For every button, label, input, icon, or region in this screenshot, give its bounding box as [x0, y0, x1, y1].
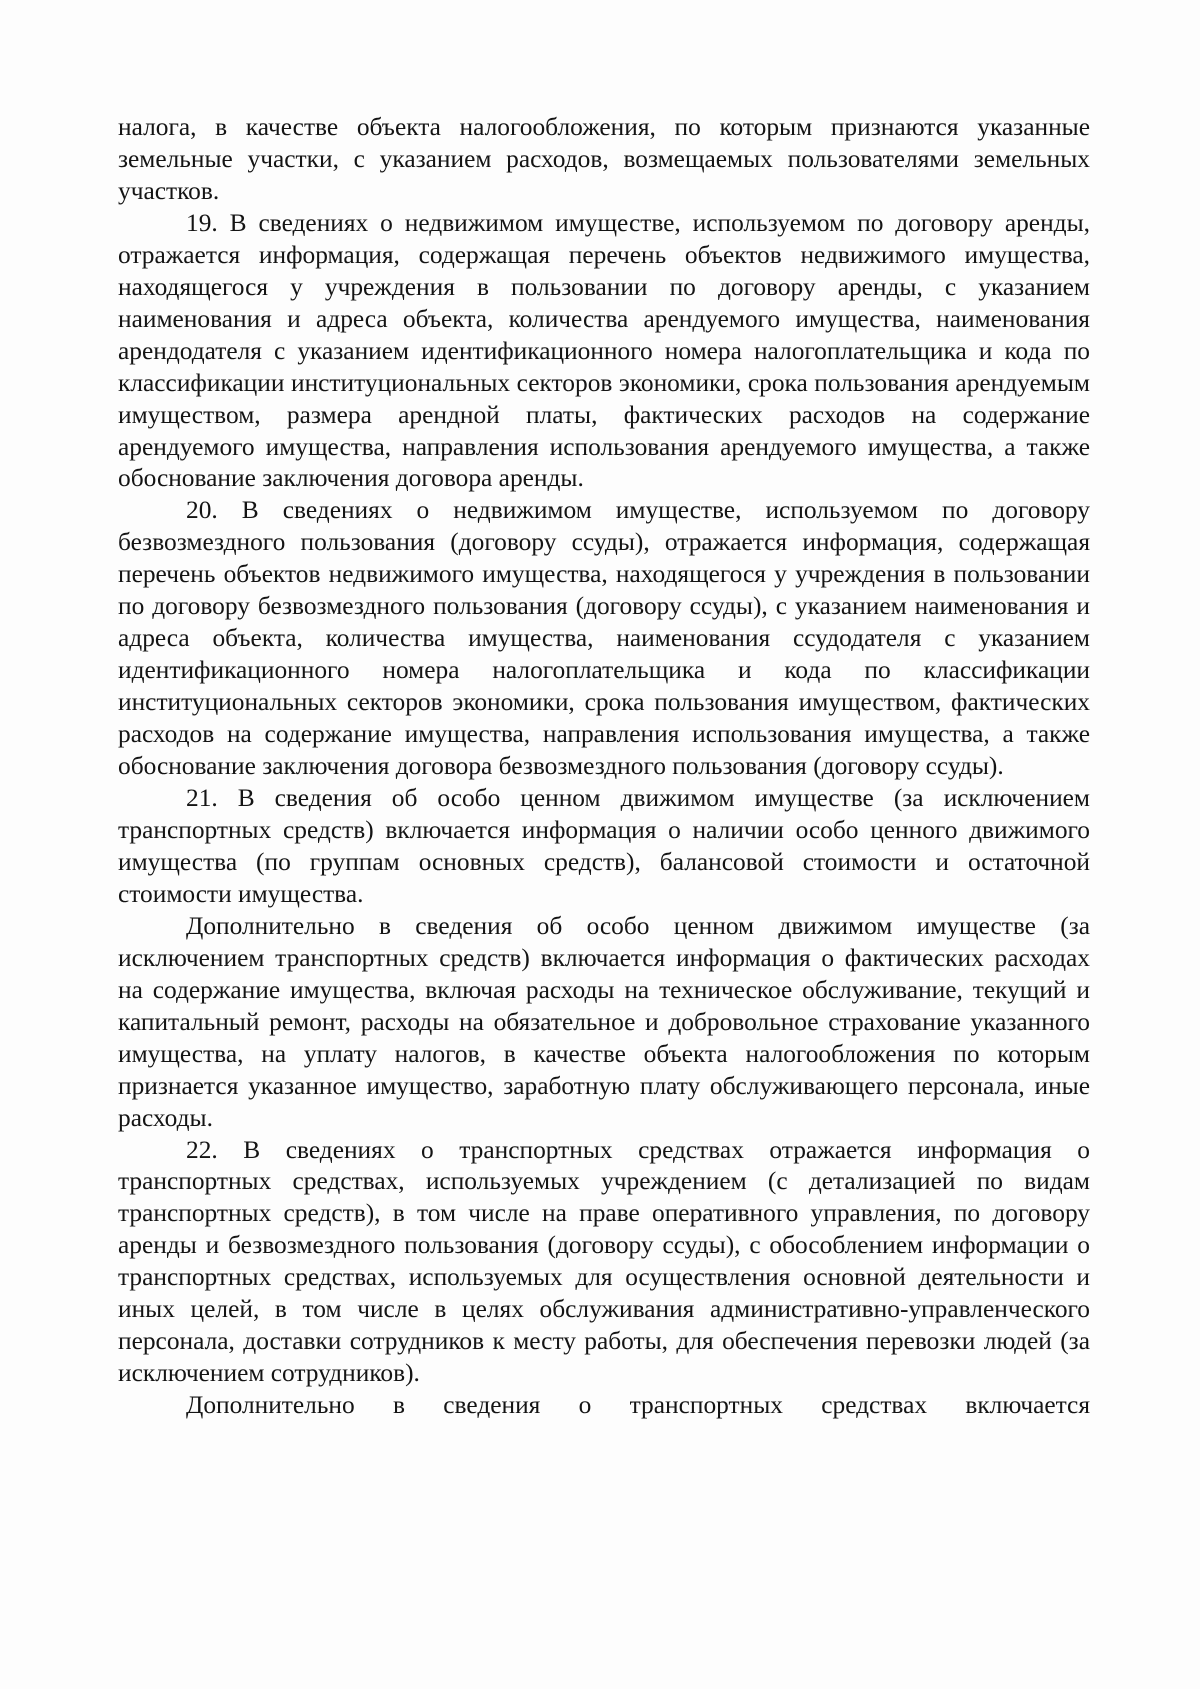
paragraph-19: 19. В сведениях о недвижимом имуществе, используемом по договору аренды, отражается информация, содержащая перечень объектов недвижимого имущества, находящегося у учреждения в пользовании по договору аренды, с указанием наименования и адреса объекта, количества арендуемого имущества, наименования арендодателя с указанием идентификационного номера налогоплательщика и кода по классификации институциональных секторов экономики, срока пользования арендуемым имуществом, размера арендной платы, фактических расходов на содержание арендуемого имущества, направления использования арендуемого имущества, а также обоснование заключения договора аренды. [118, 208, 1090, 493]
paragraph-continuation: налога, в качестве объекта налогообложения, по которым признаются указанные земельные участки, с указанием расходов, возмещаемых пользователями земельных участков. [118, 113, 1090, 205]
document-body [118, 112, 1090, 1422]
paragraph-21-additional: Дополнительно в сведения об особо ценном движимом имуществе (за исключением транспортных средств) включается информация о фактических расходах на содержание имущества, включая расходы на техническое обслуживание, текущий и капитальный ремонт, расходы на обязательное и добровольное страхование указанного имущества, на уплату налогов, в качестве объекта налогообложения по которым признается указанное имущество, заработную плату обслуживающего персонала, иные расходы. [118, 911, 1090, 1132]
paragraph-22-additional: Дополнительно в сведения о транспортных средствах включается [186, 1391, 1090, 1420]
paragraph-20: 20. В сведениях о недвижимом имуществе, используемом по договору безвозмездного пользования (договору ссуды), отражается информация, содержащая перечень объектов недвижимого имущества, находящегося у учреждения в пользовании по договору безвозмездного пользования (договору ссуды), с указанием наименования и адреса объекта, количества имущества, наименования ссудодателя с указанием идентификационного номера налогоплательщика и кода по классификации институциональных секторов экономики, срока пользования имуществом, фактических расходов на содержание имущества, направления использования имущества, а также обоснование заключения договора безвозмездного пользования (договору ссуды). [118, 496, 1090, 781]
paragraph-21: 21. В сведения об особо ценном движимом имуществе (за исключением транспортных средств) включается информация о наличии особо ценного движимого имущества (по группам основных средств), балансовой стоимости и остаточной стоимости имущества. [118, 784, 1090, 908]
paragraph-22: 22. В сведениях о транспортных средствах отражается информация о транспортных средствах, используемых учреждением (с детализацией по видам транспортных средств), в том числе на праве оперативного управления, по договору аренды и безвозмездного пользования (договору ссуды), с обособлением информации о транспортных средствах, используемых для осуществления основной деятельности и иных целей, в том числе в целях обслуживания административно-управленческого персонала, доставки сотрудников к месту работы, для обеспечения перевозки людей (за исключением сотрудников). [118, 1135, 1090, 1388]
